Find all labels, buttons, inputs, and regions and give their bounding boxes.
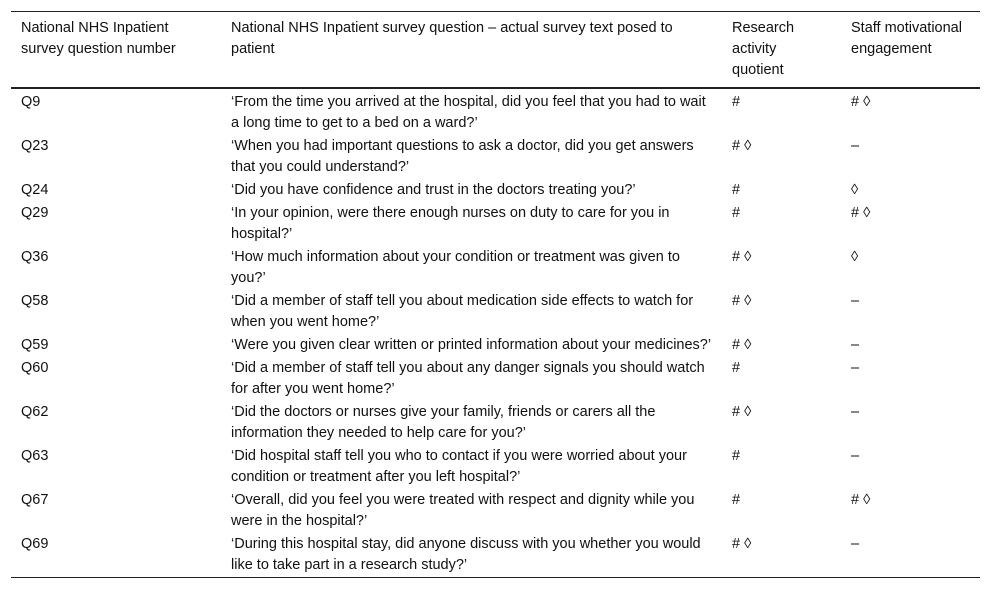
question-number-cell: Q24 — [21, 182, 49, 198]
research-activity-cell: # — [732, 182, 741, 198]
table-body — [11, 88, 980, 578]
header-question-number: National NHS Inpatient survey question number — [21, 20, 176, 57]
staff-engagement-cell: – — [851, 337, 860, 353]
table-row — [11, 202, 980, 246]
question-number-cell: Q62 — [21, 404, 49, 420]
table-row — [11, 445, 980, 489]
question-number-cell: Q9 — [21, 94, 41, 110]
table-row — [11, 88, 980, 135]
research-activity-cell: # — [732, 492, 741, 508]
question-text-cell: ‘How much information about your condition or treatment was given to you?’ — [231, 249, 680, 286]
header-staff-engagement: Staff motivational engagement — [851, 20, 962, 57]
survey-table-container — [11, 11, 980, 578]
research-activity-cell: # ◊ — [732, 404, 752, 420]
research-activity-cell: # ◊ — [732, 293, 752, 309]
question-text-cell: ‘Did a member of staff tell you about medication side effects to watch for when you went home?’ — [231, 293, 694, 330]
research-activity-cell: # ◊ — [732, 138, 752, 154]
table-row — [11, 489, 980, 533]
staff-engagement-cell: ◊ — [851, 182, 859, 198]
question-number-cell: Q58 — [21, 293, 49, 309]
question-text-cell: ‘Overall, did you feel you were treated with respect and dignity while you were in the hospital?’ — [231, 492, 695, 529]
question-text-cell: ‘Did the doctors or nurses give your family, friends or carers all the information they needed to help care for you?’ — [231, 404, 656, 441]
question-number-cell: Q67 — [21, 492, 49, 508]
staff-engagement-cell: – — [851, 293, 860, 309]
staff-engagement-cell: ◊ — [851, 249, 859, 265]
question-text-cell: ‘Did you have confidence and trust in the doctors treating you?’ — [231, 182, 636, 198]
question-text-cell: ‘During this hospital stay, did anyone discuss with you whether you would like to take part in a research study?’ — [231, 536, 701, 573]
table-header — [11, 12, 980, 89]
research-activity-cell: # — [732, 360, 741, 376]
staff-engagement-cell: – — [851, 536, 860, 552]
staff-engagement-cell: – — [851, 138, 860, 154]
staff-engagement-cell: – — [851, 360, 860, 376]
question-text-cell: ‘In your opinion, were there enough nurses on duty to care for you in hospital?’ — [231, 205, 670, 242]
header-row — [11, 12, 980, 89]
table-row — [11, 357, 980, 401]
table-row — [11, 533, 980, 578]
staff-engagement-cell: # ◊ — [851, 492, 871, 508]
research-activity-cell: # — [732, 205, 741, 221]
research-activity-cell: # ◊ — [732, 337, 752, 353]
question-number-cell: Q63 — [21, 448, 49, 464]
table-row — [11, 135, 980, 179]
question-text-cell: ‘From the time you arrived at the hospital, did you feel that you had to wait a long time to get to a bed on a ward?’ — [231, 94, 706, 131]
staff-engagement-cell: # ◊ — [851, 205, 871, 221]
question-number-cell: Q69 — [21, 536, 49, 552]
question-number-cell: Q23 — [21, 138, 49, 154]
question-text-cell: ‘Did a member of staff tell you about any danger signals you should watch for after you went home?’ — [231, 360, 705, 397]
research-activity-cell: # — [732, 448, 741, 464]
research-activity-cell: # — [732, 94, 741, 110]
question-text-cell: ‘When you had important questions to ask a doctor, did you get answers that you could understand?’ — [231, 138, 694, 175]
staff-engagement-cell: – — [851, 448, 860, 464]
question-number-cell: Q59 — [21, 337, 49, 353]
question-number-cell: Q36 — [21, 249, 49, 265]
question-number-cell: Q60 — [21, 360, 49, 376]
research-activity-cell: # ◊ — [732, 536, 752, 552]
question-text-cell: ‘Did hospital staff tell you who to contact if you were worried about your condition or treatment after you left hospital?’ — [231, 448, 687, 485]
staff-engagement-cell: – — [851, 404, 860, 420]
header-research-activity: Research activity quotient — [732, 20, 795, 78]
table-row — [11, 401, 980, 445]
table-row — [11, 179, 980, 202]
question-text-cell: ‘Were you given clear written or printed information about your medicines?’ — [231, 337, 712, 353]
staff-engagement-cell: # ◊ — [851, 94, 871, 110]
survey-table — [11, 11, 980, 578]
header-question-text: National NHS Inpatient survey question – actual survey text posed to patient — [231, 20, 673, 57]
table-row — [11, 290, 980, 334]
table-row — [11, 246, 980, 290]
question-number-cell: Q29 — [21, 205, 49, 221]
table-row — [11, 334, 980, 357]
research-activity-cell: # ◊ — [732, 249, 752, 265]
